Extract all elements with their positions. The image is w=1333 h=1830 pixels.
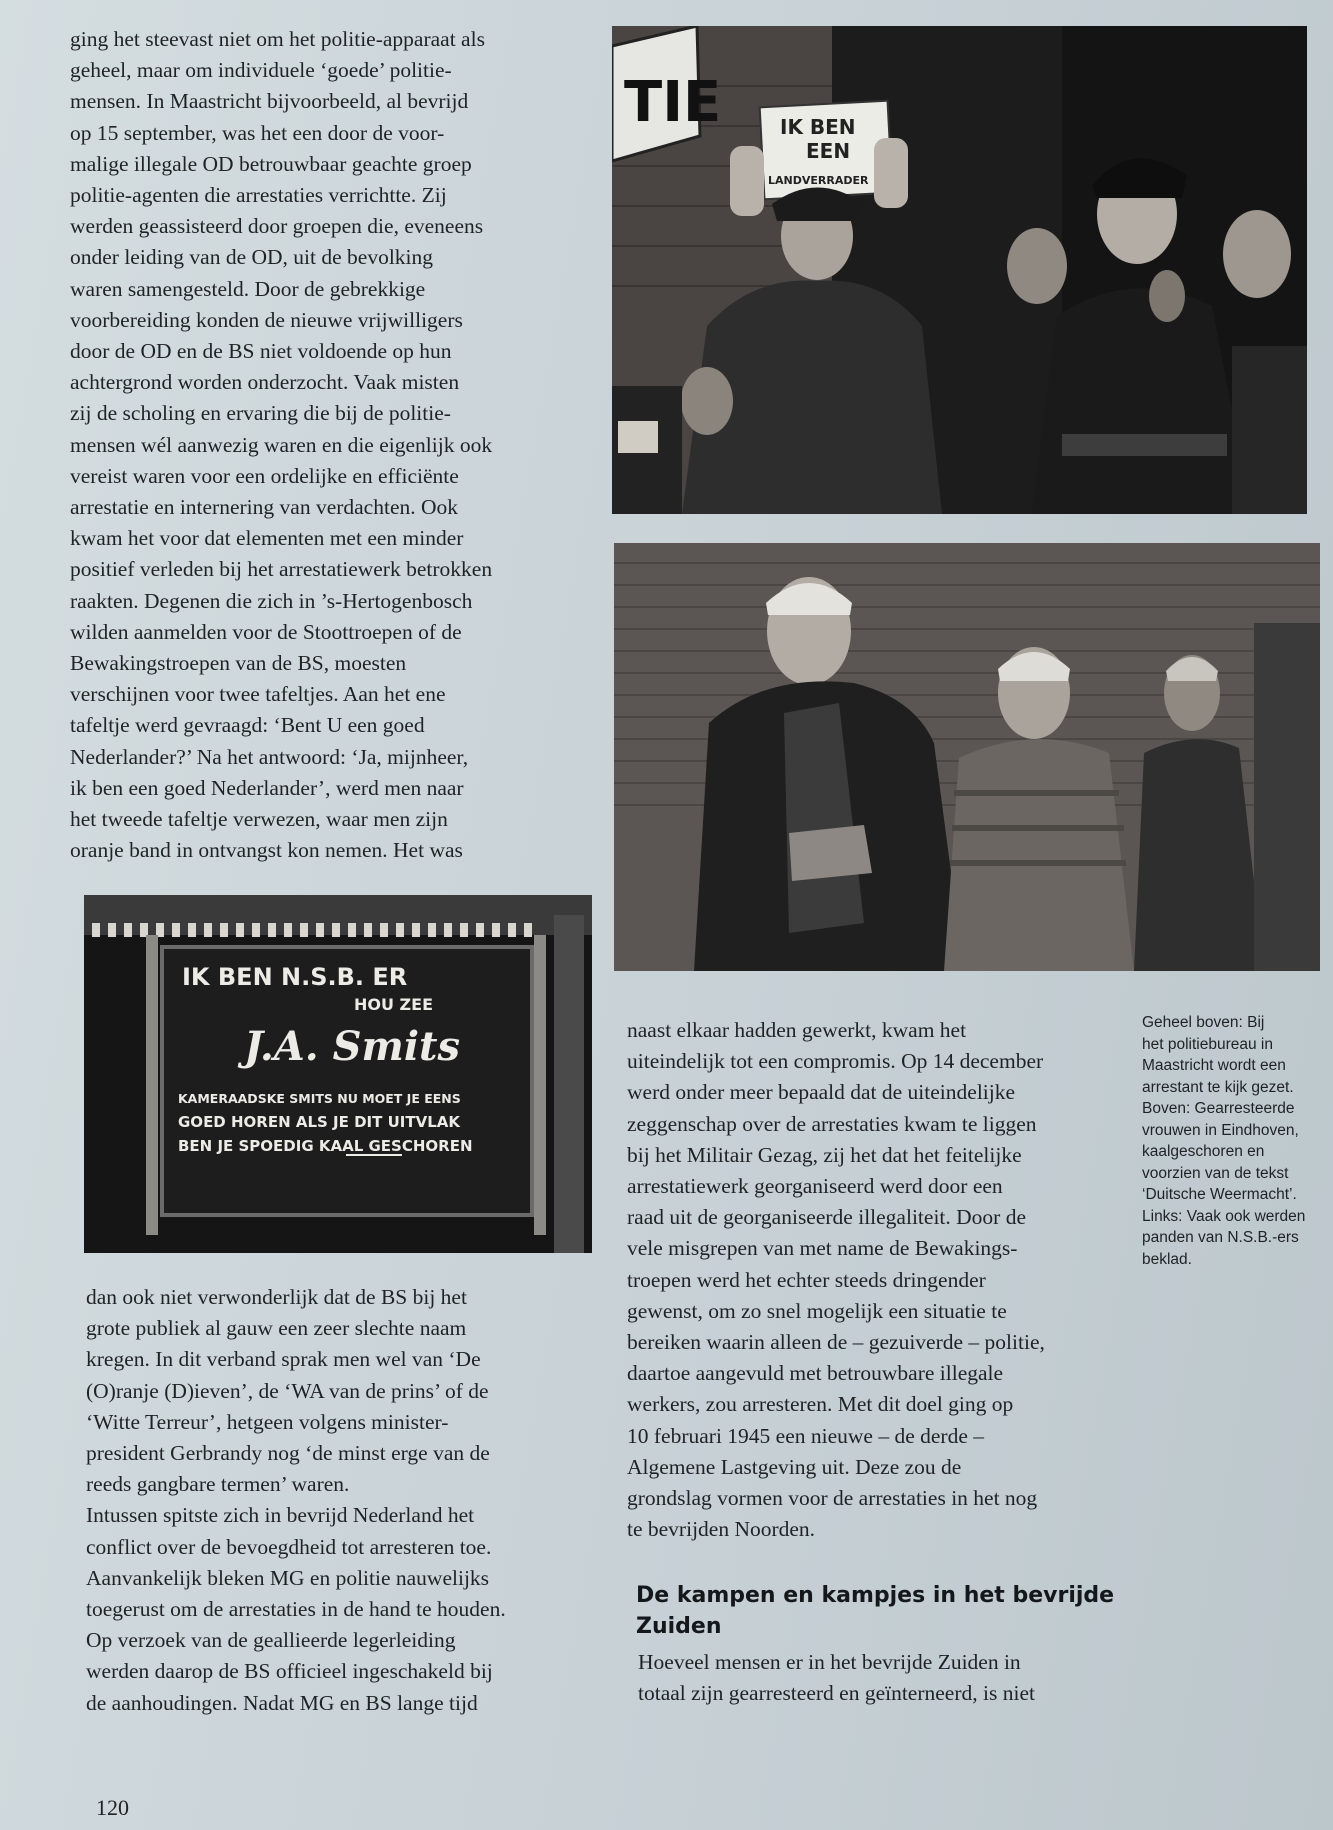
window-text-line: IK BEN N.S.B. ER [182,963,408,991]
photo-arrested-women-eindhoven [614,543,1320,971]
text-line: mensen wél aanwezig waren en die eigenlijk ook [70,432,493,457]
body-text-after-heading [638,1647,1138,1709]
text-line: tafeltje werd gevraagd: ‘Bent U een goed [70,713,425,738]
photo-nsb-shop-window [84,895,592,1253]
text-line: wilden aanmelden voor de Stoottroepen of de [70,619,462,644]
text-line: ging het steevast niet om het politie-apparaat als [70,27,485,51]
text-line: de aanhoudingen. Nadat MG en BS lange tijd [86,1690,478,1715]
text-line: president Gerbrandy nog ‘de minst erge van de [86,1441,490,1466]
text-line: Op verzoek van de geallieerde legerleiding [86,1628,456,1653]
text-line: positief verleden bij het arrestatiewerk betrokken [70,557,493,582]
text-line: Aanvankelijk bleken MG en politie nauwelijks [86,1565,490,1590]
text-line: vele misgrepen van met name de Bewakings- [627,1236,1018,1261]
text-line: daartoe aangevuld met betrouwbare illegale [627,1361,1004,1386]
caption-line: beklad. [1142,1250,1192,1268]
caption-line: Geheel boven: Bij [1142,1014,1265,1031]
text-line: grondslag vormen voor de arrestaties in het nog [627,1486,1038,1511]
text-line: waren samengesteld. Door de gebrekkige [70,276,426,301]
text-line: ik ben een goed Nederlander’, werd men naar [70,775,464,800]
photo-caption [1142,1012,1322,1270]
text-line: verschijnen voor twee tafeltjes. Aan het ene [70,682,446,707]
text-line: Intussen spitste zich in bevrijd Nederland het [86,1503,475,1528]
text-line: werden geassisteerd door groepen die, eveneens [70,214,484,239]
text-line: door de OD en de BS niet voldoende op hun [70,339,452,364]
text-line: vereist waren voor een ordelijke en efficiënte [70,463,459,488]
text-line: voorbereiding konden de nieuwe vrijwilligers [70,307,463,332]
text-line: gewenst, om zo snel mogelijk een situatie te [627,1298,1007,1323]
caption-line: vrouwen in Eindhoven, [1142,1121,1299,1139]
placard-line: EEN [806,139,851,163]
text-line: totaal zijn gearresteerd en geïnterneerd, is niet [638,1681,1035,1706]
caption-line: panden van N.S.B.-ers [1142,1229,1299,1246]
text-line: bereiken waarin alleen de – gezuiverde – politie, [627,1330,1045,1355]
text-line: naast elkaar hadden gewerkt, kwam het [627,1018,967,1042]
text-line: arrestatiewerk georganiseerd werd door een [627,1174,1003,1199]
text-line: arrestatie en internering van verdachten. Ook [70,495,459,520]
text-line: Algemene Lastgeving uit. Deze zou de [627,1454,962,1479]
text-line: bij het Militair Gezag, zij het dat het feitelijke [627,1142,1022,1167]
photo-nsb-shop-window-image [84,895,592,1253]
caption-line: Boven: Gearresteerde [1142,1100,1295,1117]
photo-police-bureau-maastricht [612,26,1307,514]
text-line: zij de scholing en ervaring die bij de politie- [70,401,451,426]
window-text-line: GOED HOREN ALS JE DIT UITVLAK [178,1113,460,1131]
text-line: kregen. In dit verband sprak men wel van ‘De [86,1347,481,1372]
text-line: Hoeveel mensen er in het bevrijde Zuiden in [638,1650,1021,1674]
caption-line: voorzien van de tekst [1142,1164,1289,1182]
window-text-line: BEN JE SPOEDIG KAAL GESCHOREN [178,1137,473,1155]
text-line: onder leiding van de OD, uit de bevolking [70,245,434,270]
placard-line: IK BEN [780,115,856,139]
text-line: Nederlander?’ Na het antwoord: ‘Ja, mijnheer, [70,744,469,769]
window-text-line: J.A. Smits [244,1023,461,1070]
text-line: 10 februari 1945 een nieuwe – de derde – [627,1423,984,1448]
window-text-line: HOU ZEE [354,995,434,1014]
section-heading [636,1580,1136,1642]
text-line: dan ook niet verwonderlijk dat de BS bij het [86,1285,467,1309]
text-line: toegerust om de arrestaties in de hand te houden. [86,1597,506,1622]
building-sign-text: TIE [624,70,722,135]
text-line: grote publiek al gauw een zeer slechte naam [86,1316,467,1341]
window-text-line: KAMERAADSKE SMITS NU MOET JE EENS [178,1091,461,1106]
page-number: 120 [96,1795,129,1820]
text-line: Bewakingstroepen van de BS, moesten [70,651,407,676]
caption-line: kaalgeschoren en [1142,1143,1265,1160]
text-line: (O)ranje (D)ieven’, de ‘WA van de prins’ of de [86,1378,489,1403]
text-line: politie-agenten die arrestaties verrichtte. Zij [70,183,447,208]
heading-line: Zuiden [636,1614,722,1639]
text-line: werkers, zou arresteren. Met dit doel ging op [627,1392,1014,1417]
text-line: achtergrond worden onderzocht. Vaak misten [70,370,460,395]
caption-line: Maastricht wordt een [1142,1057,1286,1074]
text-line: werden daarop de BS officieel ingeschakeld bij [86,1659,493,1684]
text-line: ‘Witte Terreur’, hetgeen volgens minister- [86,1409,449,1434]
text-line: geheel, maar om individuele ‘goede’ politie- [70,58,452,83]
photo-police-bureau-image [612,26,1307,514]
body-text-column1-top [70,24,590,866]
body-text-column2 [627,1015,1127,1545]
caption-line: arrestant te kijk gezet. [1142,1078,1294,1096]
placard-line: LANDVERRADER [768,174,869,187]
photo-arrested-women-image [614,543,1320,971]
text-line: raad uit de georganiseerde illegaliteit. Door de [627,1205,1026,1230]
caption-line: Links: Vaak ook werden [1142,1207,1306,1225]
caption-line: ‘Duitsche Weermacht’. [1142,1186,1297,1203]
text-line: uiteindelijk tot een compromis. Op 14 december [627,1049,1044,1074]
text-line: mensen. In Maastricht bijvoorbeeld, al bevrijd [70,89,469,114]
text-line: op 15 september, was het een door de voor- [70,120,445,145]
heading-line: De kampen en kampjes in het bevrijde [636,1583,1115,1608]
text-line: conflict over de bevoegdheid tot arresteren toe. [86,1534,492,1559]
text-line: te bevrijden Noorden. [627,1517,816,1542]
text-line: werd onder meer bepaald dat de uiteindelijke [627,1080,1016,1105]
text-line: reeds gangbare termen’ waren. [86,1472,350,1497]
text-line: kwam het voor dat elementen met een minder [70,526,464,551]
text-line: het tweede tafeltje verwezen, waar men zijn [70,807,448,832]
text-line: raakten. Degenen die zich in ’s-Hertogenbosch [70,588,473,613]
text-line: troepen werd het echter steeds dringender [627,1267,986,1292]
body-text-column1-bottom [86,1282,606,1719]
text-line: zeggenschap over de arrestaties kwam te liggen [627,1111,1037,1136]
caption-line: het politiebureau in [1142,1035,1273,1053]
text-line: oranje band in ontvangst kon nemen. Het was [70,838,463,863]
text-line: malige illegale OD betrouwbaar geachte groep [70,151,472,176]
